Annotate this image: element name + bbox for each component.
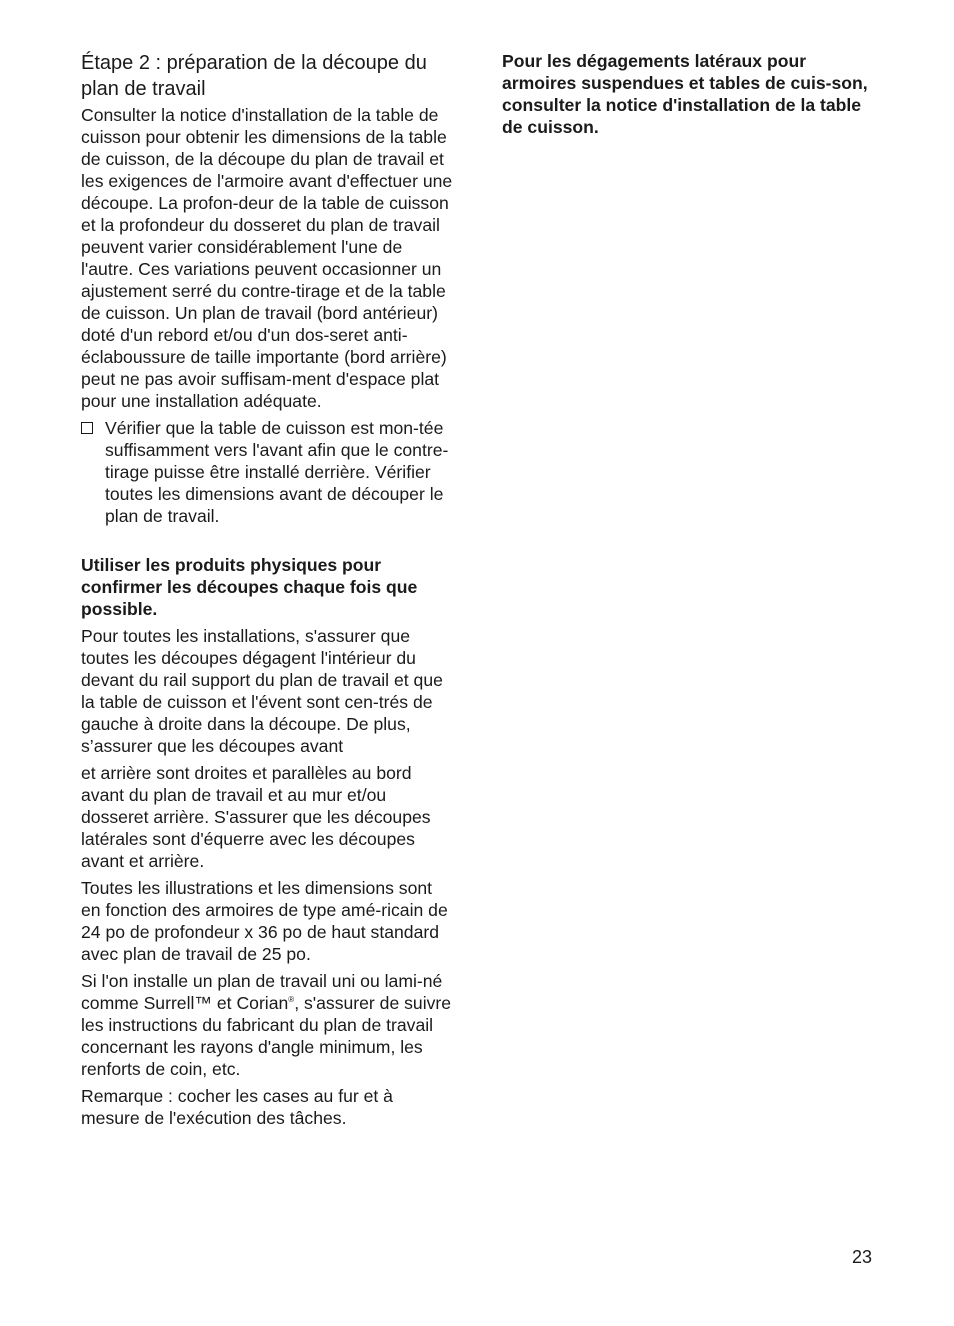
registered-mark: ® (288, 995, 295, 1005)
remark-paragraph: Remarque : cocher les cases au fur et à mesure de l'exécution des tâches. (81, 1086, 393, 1128)
section-heading: Étape 2 : préparation de la découpe du plan de travail (81, 52, 427, 100)
bold-note: Utiliser les produits physiques pour confirmer les découpes chaque fois que possible. (81, 555, 418, 619)
checkbox-icon (81, 422, 93, 434)
paragraph-1: Pour toutes les installations, s'assurer que toutes les découpes dégagent l'intérieur du devant du rail support du plan de travail et que la table de cuisson et l'évent sont cen-trés de gauche à droite dans la découpe. De plus, s’assurer que les découpes avant (81, 626, 443, 756)
paragraph-4-start: Si l'on installe un plan de travail uni ou lami-né comme Surrell™ et Corian (81, 971, 443, 1013)
paragraph-3: Toutes les illustrations et les dimensions sont en fonction des armoires de type amé-ricain de 24 po de profondeur x 36 po de haut standard avec plan de travail de 25 po. (81, 878, 448, 964)
checklist-item (81, 417, 453, 527)
spacer (81, 532, 453, 554)
intro-paragraph: Consulter la notice d'installation de la table de cuisson pour obtenir les dimensions de la table de cuisson, de la découpe du plan de travail et les exigences de l'armoire avant d'effectuer une découpe. La profon-deur de la table de cuisson et la profondeur du dosseret du plan de travail peuvent varier considérablement l'une de l'autre. Ces variations peuvent occasionner un ajustement serré du contre-tirage et de la table de cuisson. Un plan de travail (bord antérieur) doté d'un rebord et/ou d'un dos-seret anti-éclaboussure de taille importante (bord arrière) peut ne pas avoir suffisam-ment d'espace plat pour une installation adéquate. (81, 105, 453, 411)
paragraph-4 (81, 970, 453, 1080)
page-number: 23 (852, 1247, 873, 1267)
checklist-text: Vérifier que la table de cuisson est mon-tée suffisamment vers l'avant afin que le contre-tirage puisse être installé derrière. Vérifier toutes les dimensions avant de découper le plan de travail. (105, 418, 449, 526)
left-column (81, 50, 453, 1134)
right-bold-note: Pour les dégagements latéraux pour armoires suspendues et tables de cuis-son, consulter la notice d'installation de la table de cuisson. (502, 51, 868, 137)
paragraph-2: et arrière sont droites et parallèles au bord avant du plan de travail et au mur et/ou dosseret arrière. S'assurer que les découpes latérales sont d'équerre avec les découpes avant et arrière. (81, 763, 431, 871)
right-column (502, 50, 874, 143)
paragraph-4-end: , s'assurer de suivre les instructions du fabricant du plan de travail concernant les rayons d'angle minimum, les renforts de coin, etc. (81, 993, 452, 1079)
